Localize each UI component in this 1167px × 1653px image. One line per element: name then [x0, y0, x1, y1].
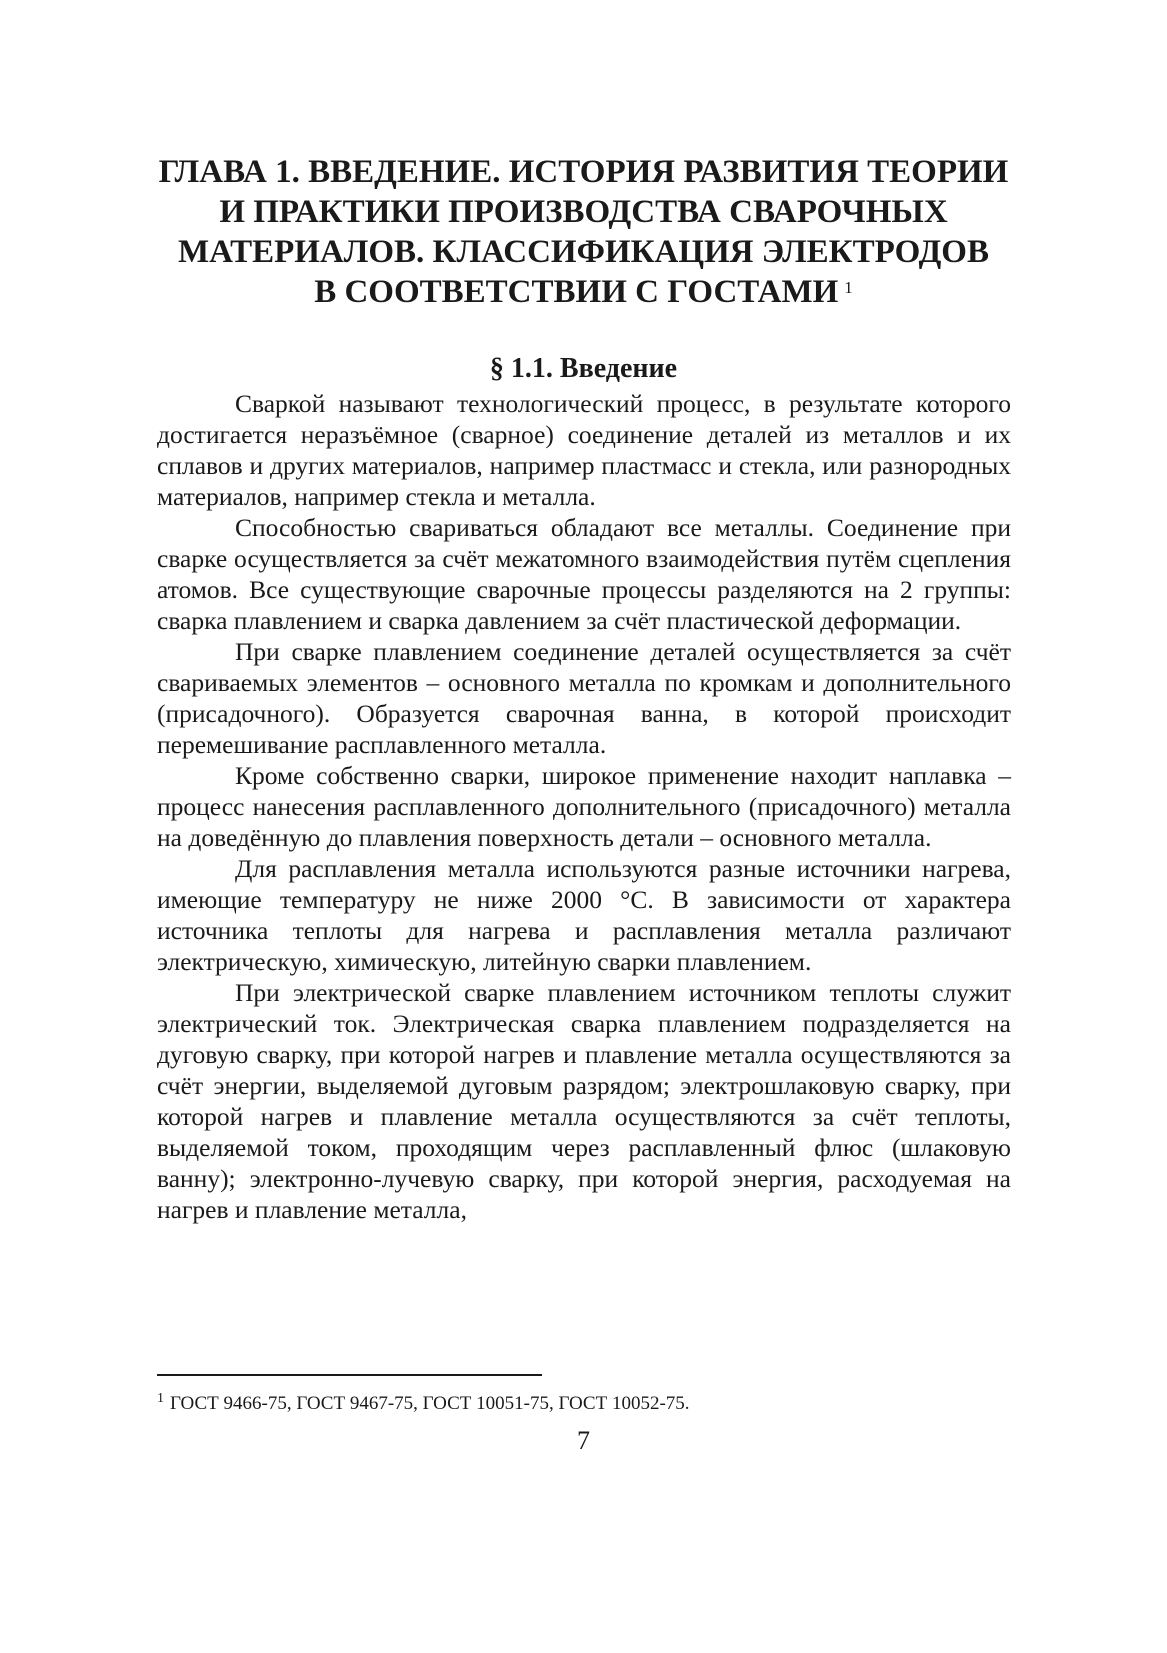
paragraph: Способностью свариваться обладают все металлы. Соединение при сварке осуществляется за счёт межатомного взаимодействия путём сцепления атомов. Все существующие сварочные процессы разделяются на 2 группы: сварка плавлением и сварка давлением за счёт пластической деформации. [157, 513, 1011, 635]
chapter-title [150, 152, 1017, 312]
paragraph: Для расплавления металла используются разные источники нагрева, имеющие температуру не ниже 2000 °С. В зависимости от характера источника теплоты для нагрева и расплавления металла различают электрическую, химическую, литейную сварки плавлением. [157, 854, 1011, 976]
footnote-divider [157, 1374, 542, 1376]
body-text [157, 388, 1011, 1225]
chapter-title-line [150, 272, 1017, 312]
paragraph: При электрической сварке плавлением источником теплоты служит электрический ток. Электрическая сварка плавлением подразделяется на дуговую сварку, при которой нагрев и плавление металла осуществляются за счёт энергии, выделяемой дуговым разрядом; электрошлаковую сварку, при которой нагрев и плавление металла осуществляются за счёт теплоты, выделяемой током, проходящим через расплавленный флюс (шлаковую ванну); электронно-лучевую сварку, при которой энергия, расходуемая на нагрев и плавление металла, [157, 978, 1011, 1224]
footnote-marker: 1 [157, 1391, 164, 1406]
chapter-title-line: МАТЕРИАЛОВ. КЛАССИФИКАЦИЯ ЭЛЕКТРОДОВ [178, 234, 989, 270]
paragraph: При сварке плавлением соединение деталей осуществляется за счёт свариваемых элементов – основного металла по кромкам и дополнительного (присадочного). Образуется сварочная ванна, в которой происходит перемешивание расплавленного металла. [157, 637, 1011, 759]
footnote-reference: 1 [844, 278, 853, 297]
footnote-text: ГОСТ 9466-75, ГОСТ 9467-75, ГОСТ 10051-75, ГОСТ 10052-75. [170, 1393, 690, 1414]
chapter-title-line: ГЛАВА 1. ВВЕДЕНИЕ. ИСТОРИЯ РАЗВИТИЯ ТЕОРИИ [158, 154, 1009, 190]
section-title: § 1.1. Введение [489, 353, 678, 384]
paragraph: Сваркой называют технологический процесс, в результате которого достигается неразъёмное (сварное) соединение деталей из металлов и их сплавов и других материалов, например пластмасс и стекла, или разнородных материалов, например стекла и металла. [157, 389, 1011, 511]
chapter-title-line-text: В СООТВЕТСТВИИ С ГОСТАМИ [314, 274, 839, 310]
chapter-title-line: И ПРАКТИКИ ПРОИЗВОДСТВА СВАРОЧНЫХ [219, 194, 948, 230]
page-number: 7 [577, 1426, 590, 1455]
paragraph: Кроме собственно сварки, широкое применение находит наплавка – процесс нанесения расплавленного дополнительного (присадочного) металла на доведённую до плавления поверхность детали – основного металла. [157, 761, 1011, 852]
footnote [157, 1392, 1017, 1418]
